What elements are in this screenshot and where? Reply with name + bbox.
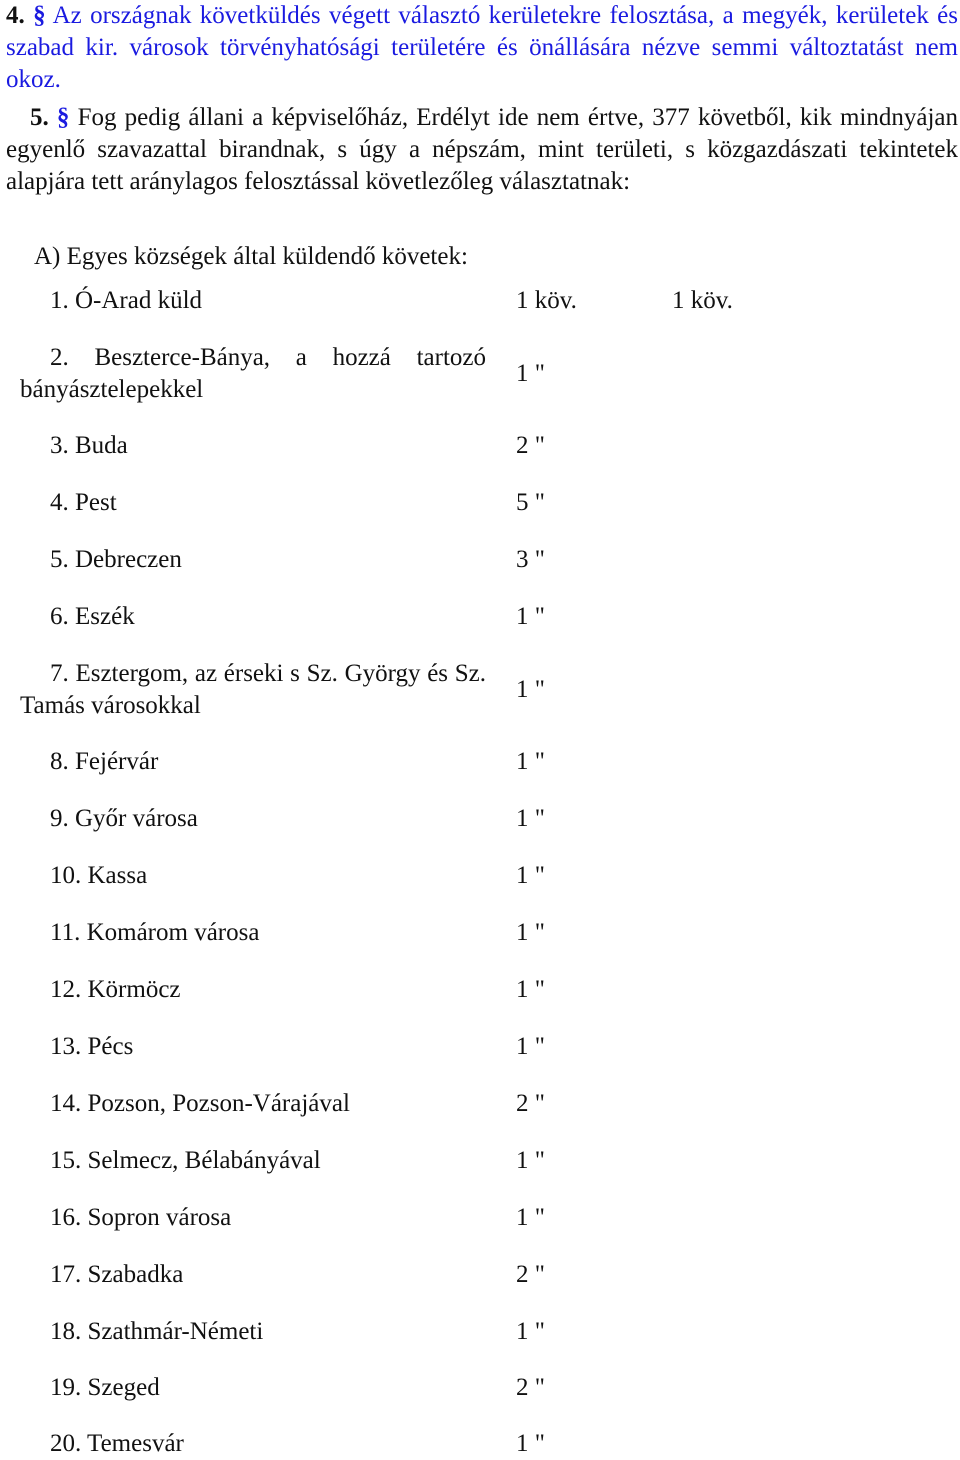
list-item bbox=[0, 487, 960, 519]
entry-name: 15. Selmecz, Bélabányával bbox=[50, 1147, 321, 1174]
entry-name: 13. Pécs bbox=[50, 1033, 134, 1060]
entry-count: 1 " bbox=[516, 603, 545, 630]
entry-name: 4. Pest bbox=[50, 489, 117, 516]
entry-count: 1 " bbox=[516, 676, 545, 703]
entry-count: 1 " bbox=[516, 360, 545, 387]
paragraph-4-number: 4. bbox=[6, 2, 25, 29]
entry-name: 6. Eszék bbox=[50, 603, 135, 630]
list-item bbox=[0, 746, 960, 778]
list-item bbox=[0, 430, 960, 462]
entry-count: 1 " bbox=[516, 1430, 545, 1457]
entry-name: 5. Debreczen bbox=[50, 546, 182, 573]
entry-name: 9. Győr városa bbox=[50, 805, 198, 832]
list-item bbox=[0, 1088, 960, 1120]
entry-count: 1 " bbox=[516, 1147, 545, 1174]
entry-name: 16. Sopron városa bbox=[50, 1204, 232, 1231]
entry-count: 1 " bbox=[516, 1204, 545, 1231]
list-item bbox=[0, 974, 960, 1006]
paragraph-5 bbox=[6, 102, 958, 198]
entry-count: 2 " bbox=[516, 1374, 545, 1401]
entry-name: 14. Pozson, Pozson-Várajával bbox=[50, 1090, 350, 1117]
list-item bbox=[0, 1316, 960, 1348]
list-item bbox=[0, 1145, 960, 1177]
entry-name: 18. Szathmár-Németi bbox=[50, 1318, 264, 1345]
paragraph-5-section-sign[interactable]: § bbox=[56, 104, 70, 131]
list-item bbox=[0, 1202, 960, 1234]
entry-count: 1 " bbox=[516, 976, 545, 1003]
list-item bbox=[0, 803, 960, 835]
entry-count: 3 " bbox=[516, 546, 545, 573]
paragraph-5-number: 5. bbox=[30, 104, 49, 131]
entry-count: 1 " bbox=[516, 1033, 545, 1060]
list-item bbox=[0, 342, 960, 406]
entry-count: 5 " bbox=[516, 489, 545, 516]
entry-count: 1 " bbox=[516, 748, 545, 775]
list-item bbox=[0, 1259, 960, 1291]
list-item bbox=[0, 1428, 960, 1460]
entry-name: 7. Esztergom, az érseki s Sz. György és Sz. Tamás városokkal bbox=[20, 660, 486, 719]
entry-name: 8. Fejérvár bbox=[50, 748, 159, 775]
entry-count: 2 " bbox=[516, 1261, 545, 1288]
entry-name: 1. Ó-Arad küld bbox=[50, 287, 203, 314]
entry-count: 1 " bbox=[516, 805, 545, 832]
entry-count: 1 " bbox=[516, 1318, 545, 1345]
list-item bbox=[0, 544, 960, 576]
list-item bbox=[0, 1031, 960, 1063]
paragraph-4-section-sign[interactable]: § bbox=[33, 2, 46, 29]
paragraph-4 bbox=[6, 0, 958, 96]
list-item bbox=[0, 1372, 960, 1404]
entry-name: 11. Komárom városa bbox=[50, 919, 260, 946]
entry-count: 1 " bbox=[516, 919, 545, 946]
entry-count: 1 köv. bbox=[516, 287, 577, 314]
list-item bbox=[0, 917, 960, 949]
list-item bbox=[0, 860, 960, 892]
entry-name: 19. Szeged bbox=[50, 1374, 160, 1401]
entry-name: 12. Körmöcz bbox=[50, 976, 181, 1003]
entry-count: 2 " bbox=[516, 1090, 545, 1117]
entry-name: 20. Temesvár bbox=[50, 1430, 184, 1457]
entry-name: 10. Kassa bbox=[50, 862, 148, 889]
entry-count: 2 " bbox=[516, 432, 545, 459]
list-item bbox=[0, 601, 960, 633]
entry-name: 3. Buda bbox=[50, 432, 128, 459]
list-item bbox=[0, 285, 960, 317]
entry-count: 1 " bbox=[516, 862, 545, 889]
entry-name: 17. Szabadka bbox=[50, 1261, 184, 1288]
entry-count-secondary: 1 köv. bbox=[672, 287, 733, 314]
entry-name: 2. Beszterce-Bánya, a hozzá tartozó bányásztelepekkel bbox=[20, 344, 486, 403]
paragraph-4-text: Az országnak követküldés végett választó kerületekre felosztása, a megyék, kerületek és szabad kir. városok törvényhatósági területére és önállására nézve semmi változtatást nem okoz. bbox=[6, 2, 958, 93]
paragraph-5-text: Fog pedig állani a képviselőház, Erdélyt ide nem értve, 377 követből, kik mindnyájan egyenlő szavazattal birandnak, s úgy a népszám, mint területi, s közgazdászati tekintetek alapjára tett aránylagos felosztással követlezőleg választatnak: bbox=[6, 104, 959, 195]
subheading-communities: A) Egyes községek által küldendő követek: bbox=[34, 243, 468, 270]
list-item bbox=[0, 658, 960, 722]
